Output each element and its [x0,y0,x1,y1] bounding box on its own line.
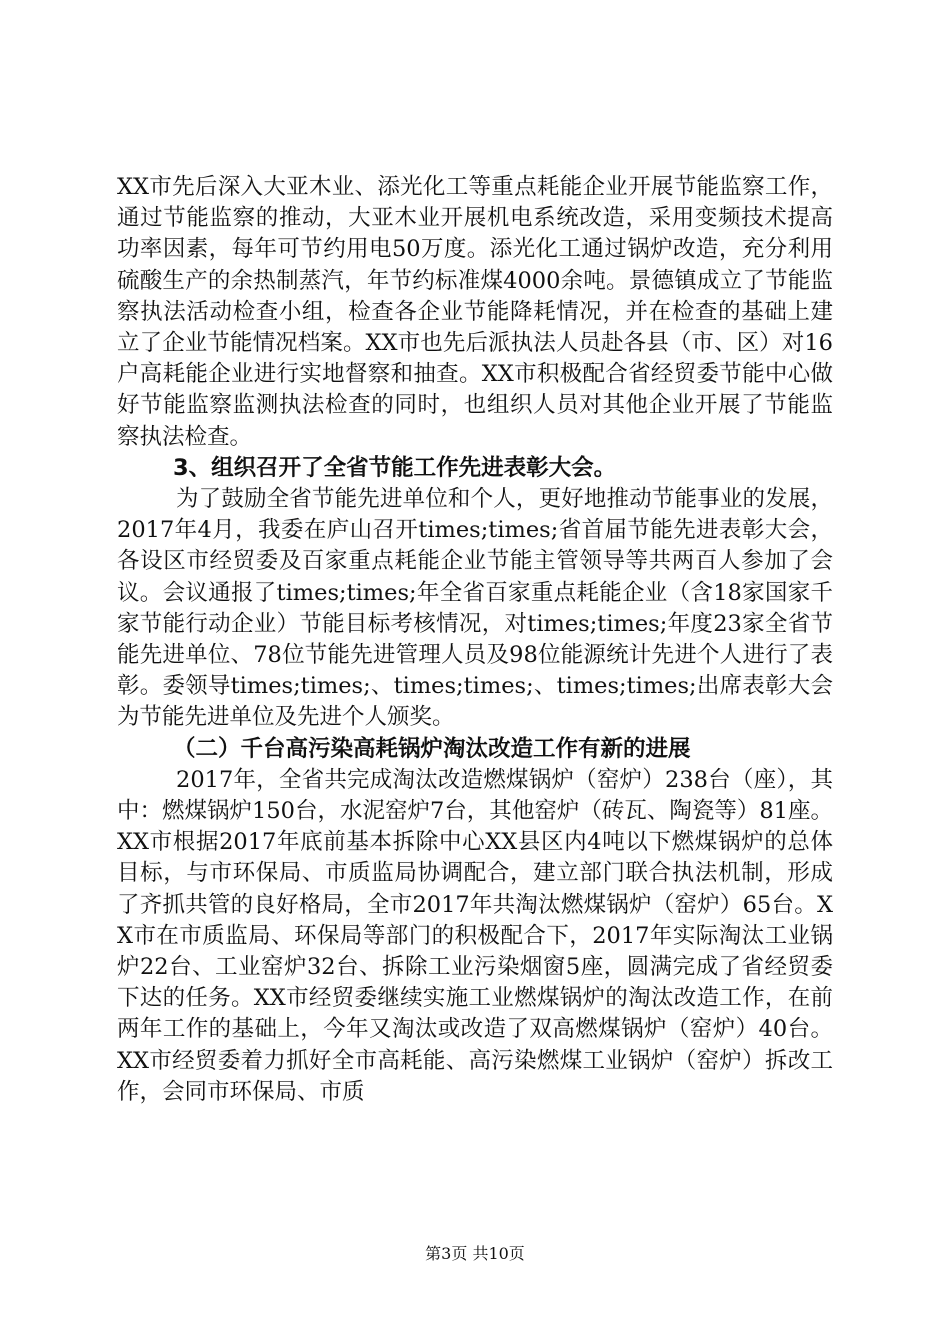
paragraph-commendation-conference: 为了鼓励全省节能先进单位和个人，更好地推动节能事业的发展，2017年4月，我委在庐山召开times;times;省首届节能先进表彰大会，各设区市经贸委及百家重点耗能企业节能主管领导等共两百人参加了会议。会议通报了times;times;年全省百家重点耗能企业（含18家国家千家节能行动企业）节能目标考核情况，对times;times;年度23家全省节能先进单位、78位节能先进管理人员及98位能源统计先进个人进行了表彰。委领导times;times;、times;times;、times;times;出席表彰大会为节能先进单位及先进个人颁奖。 [117,486,833,731]
heading-commendation-conference: 3、组织召开了全省节能工作先进表彰大会。 [173,454,617,481]
page-number-footer: 第3页 共10页 [425,1244,525,1263]
document-body [117,172,833,1108]
paragraph-energy-inspection: XX市先后深入大亚木业、添光化工等重点耗能企业开展节能监察工作，通过节能监察的推动，大亚木业开展机电系统改造，采用变频技术提高功率因素，每年可节约用电50万度。添光化工通过锅炉改造，充分利用硫酸生产的余热制蒸汽，年节约标准煤4000余吨。景德镇成立了节能监察执法活动检查小组，检查各企业节能降耗情况，并在检查的基础上建立了企业节能情况档案。XX市也先后派执法人员赴各县（市、区）对16户高耗能企业进行实地督察和抽查。XX市积极配合省经贸委节能中心做好节能监察监测执法检查的同时，也组织人员对其他企业开展了节能监察执法检查。 [117,174,833,450]
paragraph-boiler-elimination: 2017年，全省共完成淘汰改造燃煤锅炉（窑炉）238台（座），其中：燃煤锅炉150台，水泥窑炉7台，其他窑炉（砖瓦、陶瓷等）81座。XX市根据2017年底前基本拆除中心XX县区内4吨以下燃煤锅炉的总体目标，与市环保局、市质监局协调配合，建立部门联合执法机制，形成了齐抓共管的良好格局，全市2017年共淘汰燃煤锅炉（窑炉）65台。XX市在市质监局、环保局等部门的积极配合下，2017年实际淘汰工业锅炉22台、工业窑炉32台、拆除工业污染烟窗5座，圆满完成了省经贸委下达的任务。XX市经贸委继续实施工业燃煤锅炉的淘汰改造工作，在前两年工作的基础上，今年又淘汰或改造了双高燃煤锅炉（窑炉）40台。XX市经贸委着力抓好全市高耗能、高污染燃煤工业锅炉（窑炉）拆改工作，会同市环保局、市质 [117,766,833,1105]
heading-boiler-elimination: （二）千台高污染高耗锅炉淘汰改造工作有新的进展 [173,735,691,762]
